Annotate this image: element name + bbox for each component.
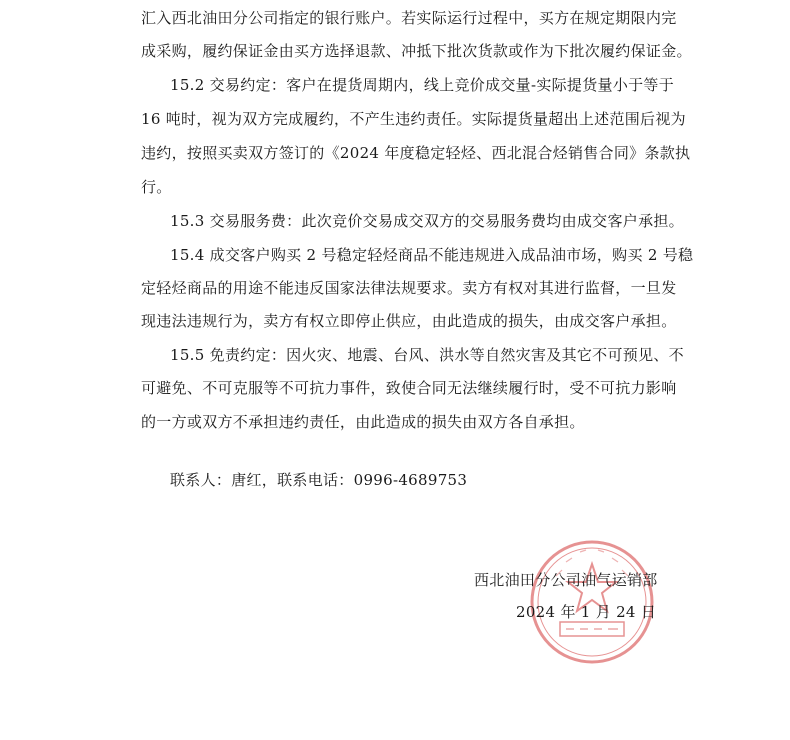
contact-line: 联系人：唐红，联系电话：0996-4689753 xyxy=(170,471,468,489)
body-line: 汇入西北油田分公司指定的银行账户。若实际运行过程中，买方在规定期限内完 xyxy=(141,9,677,27)
body-line: 16 吨时，视为双方完成履约，不产生违约责任。实际提货量超出上述范围后视为 xyxy=(141,110,686,128)
body-line: 可避免、不可克服等不可抗力事件，致使合同无法继续履行时，受不可抗力影响 xyxy=(141,379,677,397)
signature-org: 西北油田分公司油气运销部 xyxy=(474,571,658,589)
body-line: 现违法违规行为，卖方有权立即停止供应，由此造成的损失，由成交客户承担。 xyxy=(141,312,677,330)
body-line: 的一方或双方不承担违约责任，由此造成的损失由双方各自承担。 xyxy=(141,413,585,431)
signature-date: 2024 年 1 月 24 日 xyxy=(516,603,657,621)
body-line: 定轻烃商品的用途不能违反国家法律法规要求。卖方有权对其进行监督，一旦发 xyxy=(141,279,677,297)
body-line: 违约，按照买卖双方签订的《2024 年度稳定轻烃、西北混合烃销售合同》条款执 xyxy=(141,144,691,162)
clause-15-4-line: 15.4 成交客户购买 2 号稳定轻烃商品不能违规进入成品油市场，购买 2 号稳 xyxy=(170,246,694,264)
body-line: 行。 xyxy=(141,178,172,196)
clause-15-5-line: 15.5 免责约定：因火灾、地震、台风、洪水等自然灾害及其它不可预见、不 xyxy=(170,346,684,364)
clause-15-2-line: 15.2 交易约定：客户在提货周期内，线上竞价成交量-实际提货量小于等于 xyxy=(170,76,675,94)
clause-15-3-line: 15.3 交易服务费：此次竞价交易成交双方的交易服务费均由成交客户承担。 xyxy=(170,212,684,230)
body-line: 成采购，履约保证金由买方选择退款、冲抵下批次货款或作为下批次履约保证金。 xyxy=(141,42,692,60)
